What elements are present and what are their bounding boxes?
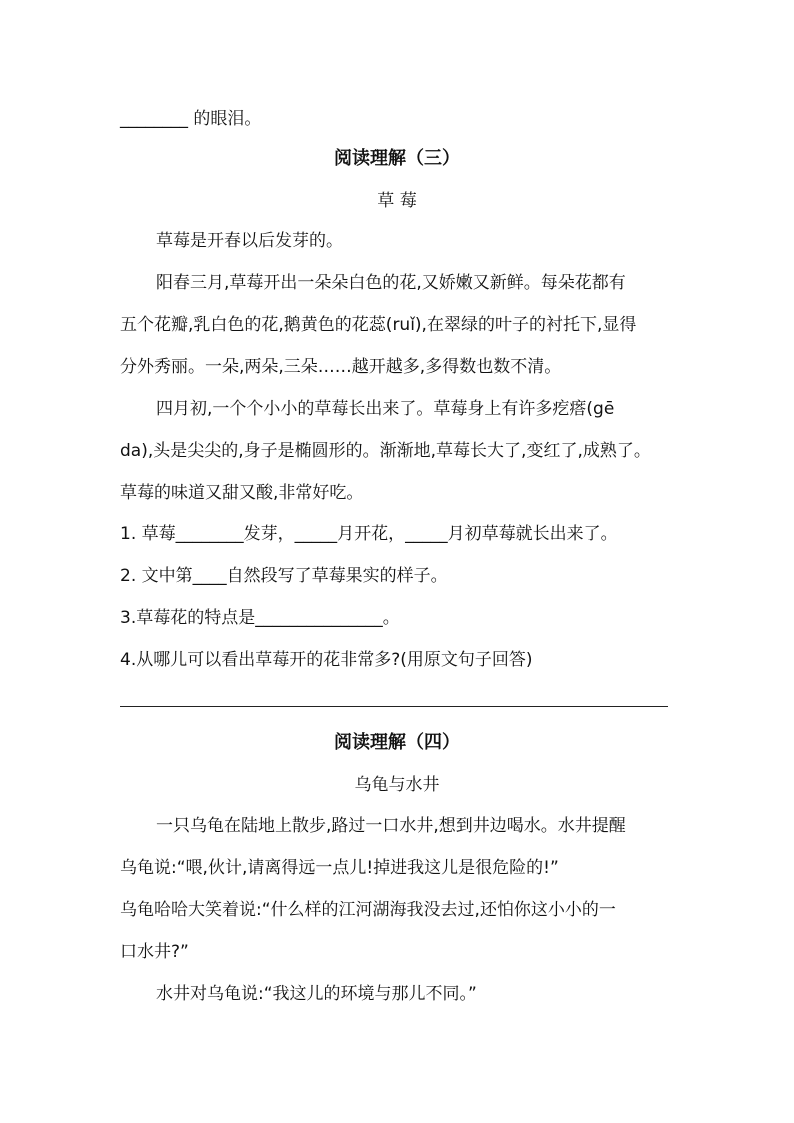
paragraph-2-line-2: 口水井?” xyxy=(120,942,189,962)
paragraph-3-line-3: 草莓的味道又甜又酸,非常好吃。 xyxy=(120,483,364,503)
paragraph-3-line-1: 四月初,一个个小小的草莓长出来了。草莓身上有许多疙瘩(gē xyxy=(156,399,615,419)
question-1: 1. 草莓________发芽，_____月开花，_____月初草莓就长出来了。 xyxy=(120,524,618,544)
paragraph-3-line-2: da),头是尖尖的,身子是椭圆形的。渐渐地,草莓长大了,变红了,成熟了。 xyxy=(120,441,651,461)
top-fragment-text: ________ 的眼泪。 xyxy=(120,109,262,129)
question-3: 3.草莓花的特点是_______________。 xyxy=(120,608,400,628)
paragraph-3: 水井对乌龟说:“我这儿的环境与那儿不同。” xyxy=(156,984,477,1004)
passage-title-strawberry: 草 莓 xyxy=(377,191,417,211)
paragraph-1: 草莓是开春以后发芽的。 xyxy=(156,231,343,251)
paragraph-1-line-1: 一只乌龟在陆地上散步,路过一口水井,想到井边喝水。水井提醒 xyxy=(156,816,626,836)
passage-title-turtle: 乌龟与水井 xyxy=(354,775,440,795)
section-heading-3: 阅读理解（三） xyxy=(334,148,460,169)
paragraph-2-line-2: 五个花瓣,乳白色的花,鹅黄色的花蕊(ruǐ),在翠绿的叶子的衬托下,显得 xyxy=(120,315,637,335)
answer-line xyxy=(120,706,668,707)
question-4: 4.从哪儿可以看出草莓开的花非常多?(用原文句子回答) xyxy=(120,650,533,670)
paragraph-1-line-2: 乌龟说:“喂,伙计,请离得远一点儿!掉进我这儿是很危险的!” xyxy=(120,858,559,878)
paragraph-2-line-1: 阳春三月,草莓开出一朵朵白色的花,又娇嫩又新鲜。每朵花都有 xyxy=(156,273,626,293)
paragraph-2-line-1: 乌龟哈哈大笑着说:“什么样的江河湖海我没去过,还怕你这小小的一 xyxy=(120,900,616,920)
section-heading-4: 阅读理解（四） xyxy=(334,732,460,753)
paragraph-2-line-3: 分外秀丽。一朵,两朵,三朵……越开越多,多得数也数不清。 xyxy=(120,357,562,377)
question-2: 2. 文中第____自然段写了草莓果实的样子。 xyxy=(120,566,448,586)
